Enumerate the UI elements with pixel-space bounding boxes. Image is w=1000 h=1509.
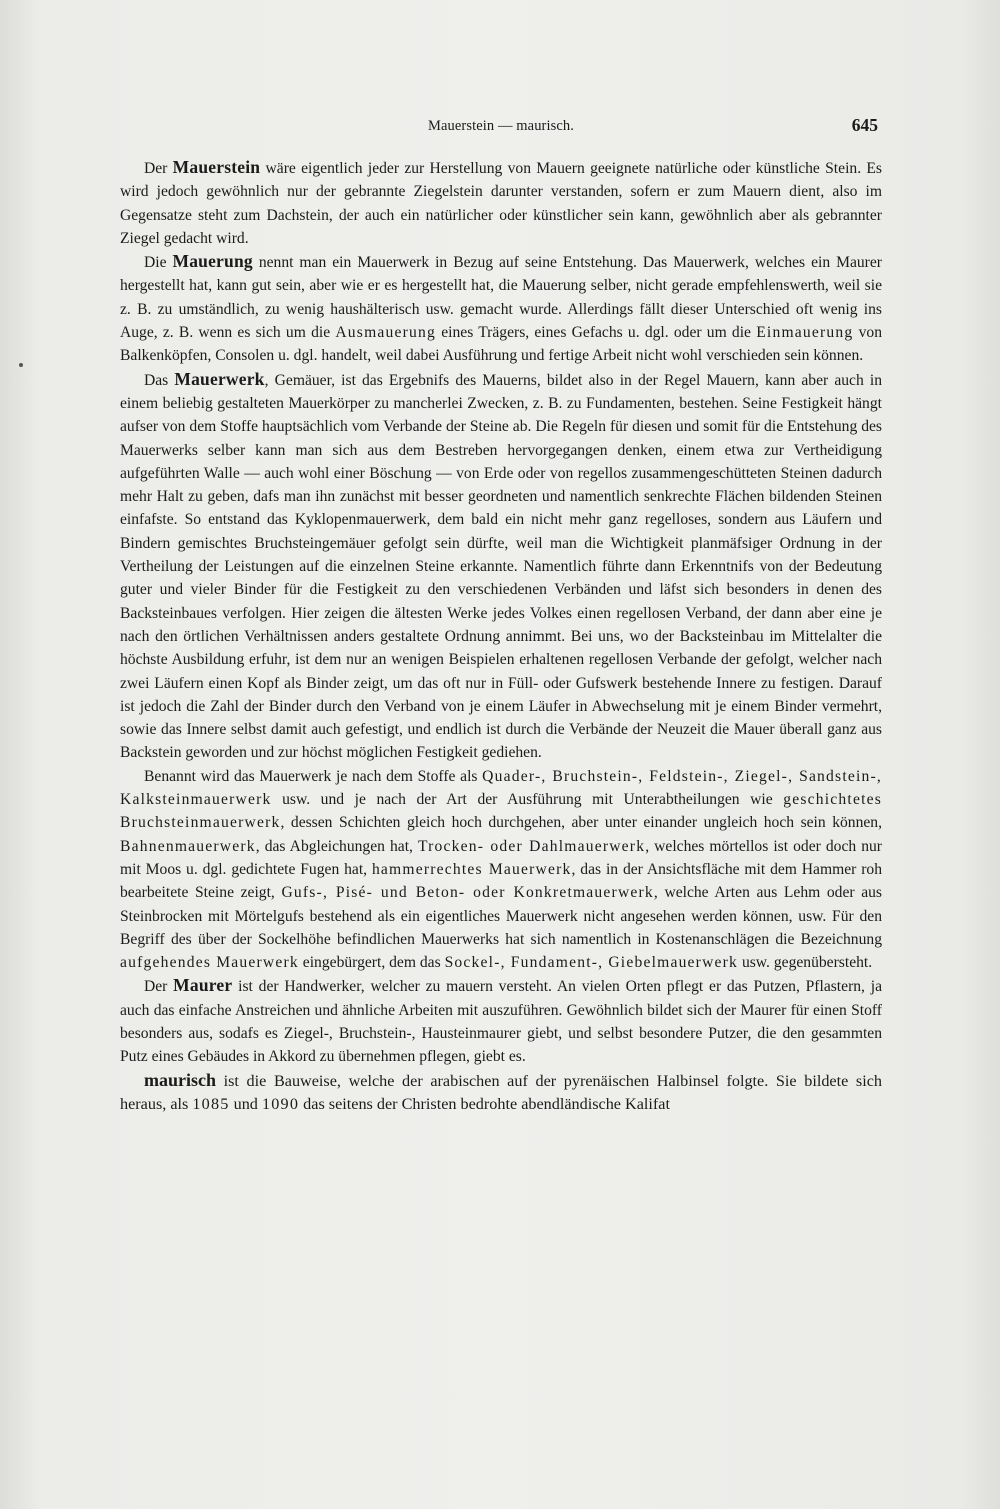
paragraph-mauerwerk-arten: Benannt wird das Mauerwerk je nach dem Stoffe als Quader-, Bruchstein-, Feldstein-, Ziegel-, Sandstein-, Kalksteinmauerwerk usw. und je nach der Art der Ausführung mit Unterabtheilungen wie geschichtetes Bruchsteinmauerwerk, dessen Schichten gleich hoch durchgehen, aber unter einander ungleich hoch sein können, Bahnenmauerwerk, das Abgleichungen hat, Trocken- oder Dahlmauerwerk, welches mörtellos ist oder doch nur mit Moos u. dgl. gedichtete Fugen hat, hammerrechtes Mauerwerk, das in der Ansichtsfläche mit dem Hammer roh bearbeitete Steine zeigt, Gufs-, Pisé- und Beton- oder Konkretmauerwerk, welche Arten aus Lehm oder aus Steinbrocken mit Mörtelgufs bestehend als ein eigentliches Mauerwerk nicht angesehen werden können, usw. Für den Begriff des über der Sockelhöhe befindlichen Mauerwerks hat sich namentlich in Kostenanschlägen die Bezeichnung aufgehendes Mauerwerk eingebürgert, dem das Sockel-, Fundament-, Giebelmauerwerk usw. gegenübersteht. bbox=[120, 767, 882, 972]
paragraph-mauerstein: Der Mauerstein wäre eigentlich jeder zur Herstellung von Mauern geeignete natürliche oder künstliche Stein. Es wird jedoch gewöhnlich nur der gebrannte Ziegelstein darunter verstanden, sofern er zum Mauern dient, also im Gegensatze steht zum Dachstein, der auch ein natürlicher oder künstlicher sein kann, gewöhnlich aber als gebrannter Ziegel gedacht wird. bbox=[120, 157, 882, 247]
spaced-term: Quader-, Bruchstein-, Feldstein-, Ziegel-, Sandstein-, Kalksteinmauerwerk bbox=[120, 767, 882, 809]
year: 1090 bbox=[261, 1095, 300, 1114]
page-header bbox=[120, 115, 882, 142]
spaced-term: Ausmauerung bbox=[335, 324, 437, 342]
entry-term: Mauerwerk bbox=[174, 368, 265, 389]
spaced-term: hammerrechtes Mauerwerk bbox=[371, 860, 572, 878]
spaced-term: Trocken- oder Dahlmauerwerk bbox=[417, 837, 646, 855]
paragraph-maurer: Der Maurer ist der Handwerker, welcher zu mauern versteht. An vielen Orten pflegt er das Putzen, Pflastern, ja auch das einfache Anstreichen und ähnliche Arbeiten mit auszuführen. Gewöhnlich bildet sich der Maurer für einen Stoff besonders aus, sodafs es Ziegel-, Bruchstein-, Hausteinmaurer giebt, und selbst besondere Putzer, die den gesammten Putz eines Gebäudes in Akkord zu übernehmen pflegen, giebt es. bbox=[120, 975, 882, 1066]
page-number: 645 bbox=[851, 115, 878, 135]
spaced-term: Einmauerung bbox=[756, 324, 854, 342]
spaced-term: Sockel-, Fundament-, Giebelmauerwerk bbox=[444, 954, 739, 972]
paragraph-maurisch: maurisch ist die Bauweise, welche der arabischen auf der pyrenäischen Halbinsel folgte. Sie bildete sich heraus, als 1085 und 1090 das seitens der Christen bedrohte abendländische Kalifat bbox=[120, 1069, 882, 1114]
margin-mark bbox=[19, 363, 23, 367]
spaced-term: Gufs-, Pisé- und Beton- oder Konkretmauerwerk bbox=[281, 884, 654, 902]
entry-term: maurisch bbox=[144, 1069, 216, 1090]
spaced-term: geschichtetes Bruchsteinmauerwerk bbox=[120, 791, 882, 832]
entry-term: Mauerung bbox=[172, 251, 253, 272]
paragraph-mauerung: Die Mauerung nennt man ein Mauerwerk in Bezug auf seine Entstehung. Das Mauerwerk, welches ein Maurer hergestellt hat, kann gut sein, aber wie er es hergestellt hat, die Mauerung selber, nicht gerade empfehlenswerth, weil sie z. B. zu umständlich, zu wenig haushälterisch usw. gemacht wurde. Allerdings fällt dieser Unterschied oft wenig ins Auge, z. B. wenn es sich um die Ausmauerung eines Trägers, eines Gefachs u. dgl. oder um die Einmauerung von Balkenköpfen, Consolen u. dgl. handelt, weil dabei Ausführung und fertige Arbeit nicht wohl verschieden sein können. bbox=[120, 251, 883, 365]
spaced-term: Bahnenmauerwerk bbox=[120, 837, 256, 855]
paragraph-mauerwerk: Das Mauerwerk, Gemäuer, ist das Ergebnifs des Mauerns, bildet also in der Regel Mauern, kann aber auch in einem beliebig gestalteten Mauerkörper zu mancherlei Zwecken, z. B. zu Fundamenten, bestehen. Seine Festigkeit hängt aufser von dem Stoffe hauptsächlich vom Verbande der Steine ab. Die Regeln für diesen und somit für die Entstehung des Mauerwerks selber kann man sich aus dem Bestreben hervorgegangen denken, einem etwa zur Vertheidigung aufgeführten Walle — auch wohl einer Böschung — von Erde oder von regellos zusammengeschütteten Steinen dadurch mehr Halt zu geben, dafs man ihn zunächst mit besser geordneten und namentlich senkrechte Flächen bildenden Steinen einfafste. So entstand das Kyklopenmauerwerk, dem bald ein nicht mehr ganz regelloses, sondern aus Läufern und Bindern gemischtes Bruchsteingemäuer gefolgt sein dürfte, weil man die Wichtigkeit planmäfsiger Ordnung in der Vertheilung der Leistungen auf die einzelnen Steine erkannte. Namentlich führte dann Erkenntnifs von der Bedeutung guter und vieler Binder für die Festigkeit zu den verschiedenen Verbänden und läfst sich besonders in denen des Backsteinbaues verfolgen. Hier zeigen die ältesten Werke jedes Volkes einen regellosen Verband, der dann aber eine je nach den örtlichen Verhältnissen anders gestaltete Ordnung annimmt. Bei uns, wo der Backsteinbau im Mittelalter die höchste Ausbildung erfuhr, ist dem nur an wenigen Beispielen erhaltenen regellosen Verbande der gefolgt, welcher nach zwei Läufern einen Kopf als Binder zeigt, um das oft nur in Füll- oder Gufswerk bestehende Innere zu festigen. Darauf ist jedoch die Zahl der Binder durch den Verband von je einem Läufer in Abwechselung mit je einem Binder vermehrt, sowie das Innere selbst damit auch gefestigt, und endlich ist durch die Verbände der Neuzeit die Mauer überall ganz aus Backstein geworden und zur höchst möglichen Festigkeit gediehen. bbox=[120, 368, 882, 762]
year: 1085 bbox=[192, 1095, 230, 1114]
spaced-term: aufgehendes Mauerwerk bbox=[120, 954, 299, 972]
page-body bbox=[120, 156, 882, 1117]
entry-term: Maurer bbox=[173, 975, 233, 996]
entry-term: Mauerstein bbox=[172, 157, 261, 177]
running-title: Mauerstein — maurisch. bbox=[428, 118, 574, 134]
